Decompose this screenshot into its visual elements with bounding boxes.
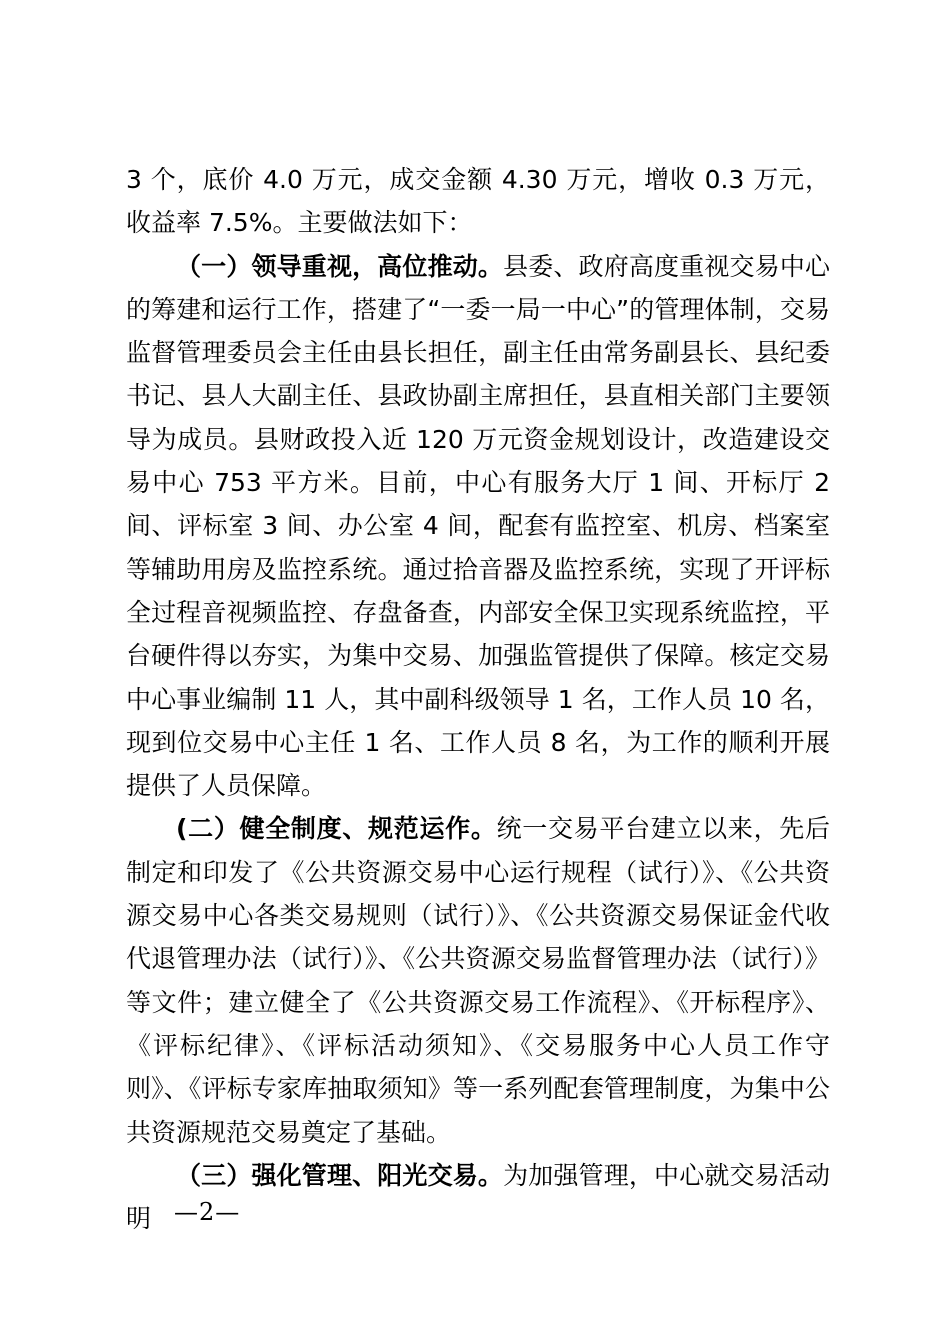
- paragraph-text: 县委、政府高度重视交易中心的筹建和运行工作，搭建了“一委一局一中心”的管理体制，交易监督管理委员会主任由县长担任，副主任由常务副县长、县纪委书记、县人大副主任、县政协副主席担任，县直相关部门主要领导为成员。县财政投入近 120 万元资金规划设计，改造建设交易中心 753 平方米。目前，中心有服务大厅 1 间、开标厅 2 间、评标室 3 间、办公室 4 间，配套有监控室、机房、档案室等辅助用房及监控系统。通过拾音器及监控系统，实现了开评标全过程音视频监控、存盘备查，内部安全保卫实现系统监控，平台硬件得以夯实，为集中交易、加强监管提供了保障。核定交易中心事业编制 11 人，其中副科级领导 1 名，工作人员 10 名，现到位交易中心主任 1 名、工作人员 8 名，为工作的顺利开展提供了人员保障。: [126, 251, 830, 801]
- paragraph-text: 3 个，底价 4.0 万元，成交金额 4.30 万元，增收 0.3 万元，收益率 7.5%。主要做法如下：: [126, 165, 830, 238]
- paragraph-text: 统一交易平台建立以来，先后制定和印发了《公共资源交易中心运行规程（试行）》、《公共资源交易中心各类交易规则（试行）》、《公共资源交易保证金代收代退管理办法（试行）》、《公共资源交易监督管理办法（试行）》等文件；建立健全了《公共资源交易工作流程》、《开标程序》、《评标纪律》、《评标活动须知》、《交易服务中心人员工作守则》、《评标专家库抽取须知》等一系列配套管理制度，为集中公共资源规范交易奠定了基础。: [126, 814, 830, 1147]
- page-number: —2—: [174, 1198, 241, 1226]
- document-body: [126, 158, 830, 1240]
- section-heading: （三）强化管理、阳光交易。: [176, 1160, 504, 1190]
- paragraph-intro-continuation: [126, 158, 830, 245]
- section-heading: (二）健全制度、规范运作。: [176, 814, 497, 844]
- section-heading: （一）领导重视，高位推动。: [176, 251, 504, 281]
- paragraph-text: 为加强管理，中心就交易活动明: [126, 1160, 830, 1234]
- paragraph-section-two: [126, 807, 830, 1153]
- paragraph-section-one: [126, 245, 830, 808]
